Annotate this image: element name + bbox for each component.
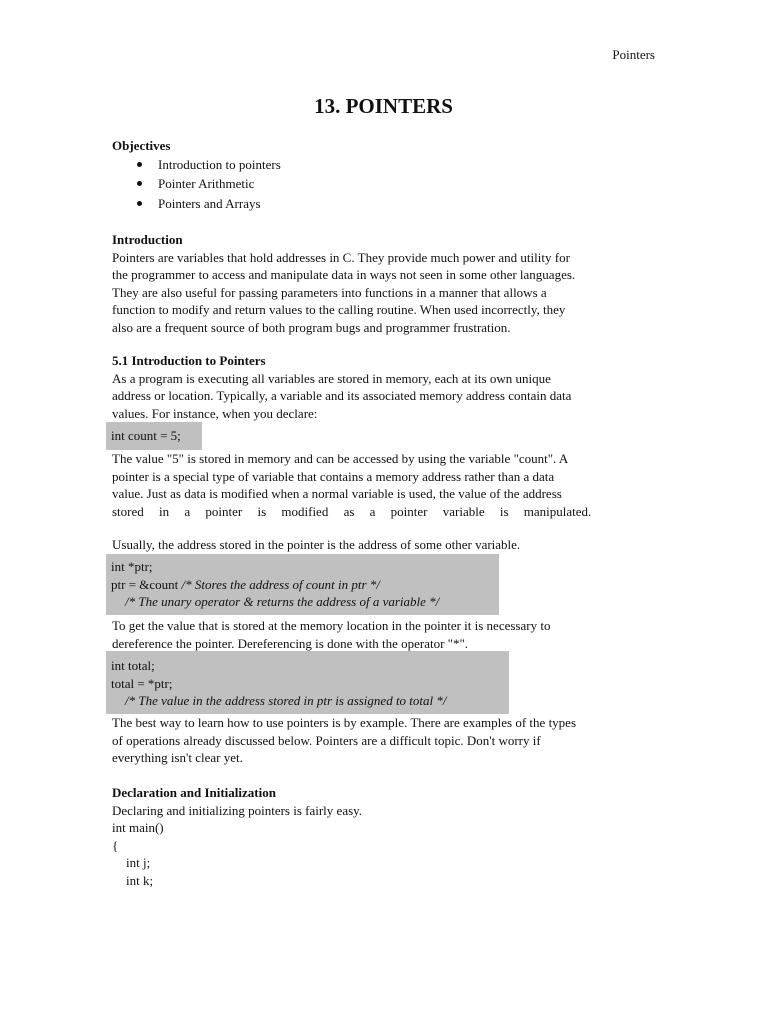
section-5-1: [112, 352, 655, 422]
running-header: Pointers: [612, 47, 655, 62]
code-line: int j;: [126, 855, 151, 870]
code-line: total = *ptr;: [111, 675, 173, 691]
paragraph-line: value. Just as data is modified when a normal variable is used, the value of the address: [112, 486, 562, 501]
objective-item: Introduction to pointers: [112, 155, 655, 175]
objective-item: Pointers and Arrays: [112, 194, 655, 214]
paragraph-line: Declaring and initializing pointers is fairly easy.: [112, 802, 363, 818]
code-line: int total;: [111, 658, 155, 673]
code-comment: /* Stores the address of count in ptr */: [181, 576, 380, 592]
objectives-section: [112, 137, 655, 213]
objective-item: Pointer Arithmetic: [112, 174, 655, 194]
paragraph-line: pointer is a special type of variable that contains a memory address rather than a data: [112, 468, 555, 484]
paragraph-line: address or location. Typically, a variable and its associated memory address contain data: [112, 388, 572, 403]
code-comment: /* The unary operator & returns the address of a variable */: [125, 594, 440, 609]
paragraph-line: of operations already discussed below. Pointers are a difficult topic. Don't worry if: [112, 732, 541, 748]
objectives-heading: Objectives: [112, 138, 171, 153]
paragraph-line: Usually, the address stored in the pointer is the address of some other variable.: [112, 537, 521, 552]
code-text: ptr = &count: [111, 576, 182, 592]
introduction-line: They are also useful for passing parameters into functions in a manner that allows a: [112, 284, 547, 300]
introduction-line: also are a frequent source of both program bugs and programmer frustration.: [112, 319, 511, 335]
paragraph-line: As a program is executing all variables are stored in memory, each at its own unique: [112, 370, 551, 386]
paragraph-dereference: [112, 617, 655, 652]
declaration-heading: Declaration and Initialization: [112, 785, 276, 800]
paragraph-best-way: [112, 714, 655, 767]
code-line: int *ptr;: [111, 559, 153, 574]
paragraph-line: everything isn't clear yet.: [112, 750, 243, 765]
introduction-section: [112, 231, 655, 336]
introduction-line: the programmer to access and manipulate data in ways not seen in some other languages.: [112, 267, 576, 282]
code-block-total: [106, 651, 509, 714]
paragraph-line: dereference the pointer. Dereferencing is done with the operator "*".: [112, 635, 469, 651]
code-line: int count = 5;: [111, 428, 181, 443]
code-block-pointer: [106, 554, 499, 615]
introduction-line: function to modify and return values to the calling routine. When used incorrectly, they: [112, 302, 566, 317]
introduction-line: Pointers are variables that hold addresses in C. They provide much power and utility for: [112, 249, 570, 265]
code-comment: /* The value in the address stored in ptr is assigned to total */: [125, 693, 447, 708]
code-line: int main(): [112, 820, 164, 835]
code-block-declare: [106, 422, 202, 450]
paragraph-line: stored in a pointer is modified as a pointer variable is manipulated.: [112, 503, 592, 519]
introduction-heading: Introduction: [112, 232, 183, 247]
code-line: int k;: [126, 872, 154, 888]
paragraph-usually: [112, 536, 655, 554]
paragraph-line: values. For instance, when you declare:: [112, 405, 318, 421]
section-5-1-heading: 5.1 Introduction to Pointers: [112, 353, 266, 368]
code-line: {: [112, 837, 119, 853]
paragraph-line: To get the value that is stored at the memory location in the pointer it is necessary to: [112, 618, 551, 633]
objectives-list: [112, 155, 655, 214]
paragraph-line: The best way to learn how to use pointers is by example. There are examples of the types: [112, 715, 577, 730]
code-line: [111, 576, 494, 594]
declaration-section: [112, 784, 655, 889]
paragraph-line: The value "5" is stored in memory and can be accessed by using the variable "count". A: [112, 451, 569, 466]
chapter-title: 13. POINTERS: [314, 94, 453, 118]
paragraph-value: [112, 450, 655, 520]
